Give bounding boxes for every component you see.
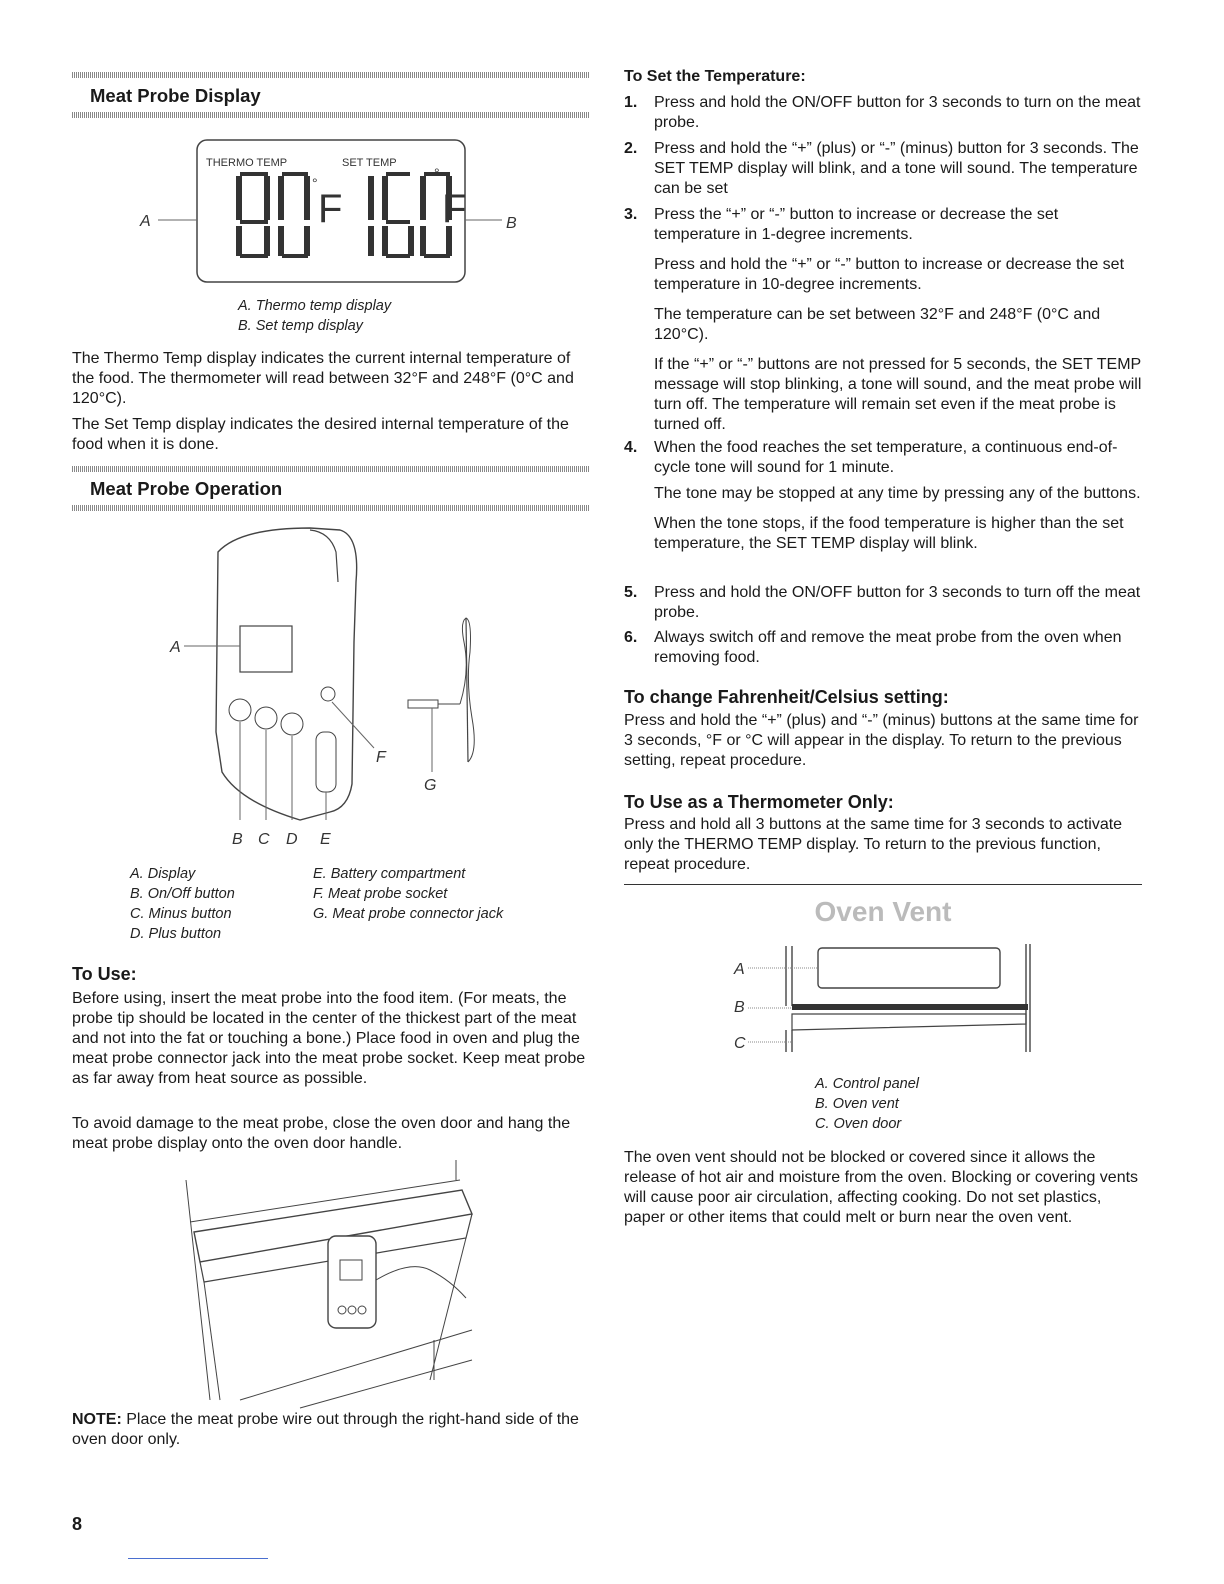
oven-vent-heading: Oven Vent bbox=[814, 896, 952, 927]
meat-probe-display-heading: Meat Probe Display bbox=[90, 85, 261, 106]
footer-rule bbox=[128, 1558, 268, 1559]
oven-vent-captions: A. Control panel B. Oven vent C. Oven door bbox=[815, 1076, 919, 1132]
svg-text:E: E bbox=[320, 831, 331, 848]
step-6: 6. Always switch off and remove the meat probe from the oven when removing food. bbox=[624, 629, 1122, 666]
oven-door-handle-figure bbox=[180, 1160, 490, 1410]
step-4: 4. When the food reaches the set temperature, a continuous end-of-cycle tone will sound for 1 minute. The tone may be stopped at any time by pressing any of the buttons. When the tone stops, if the food temperature is higher than the set temperature, the SET TEMP display will blink. bbox=[624, 439, 1141, 552]
display-captions: A. Thermo temp display B. Set temp display bbox=[238, 298, 392, 334]
set-temp-label: SET TEMP bbox=[342, 157, 397, 169]
label-a: A bbox=[140, 213, 151, 230]
thermo-digits bbox=[236, 172, 310, 258]
step-1: 1. Press and hold the ON/OFF button for 3 seconds to turn on the meat probe. bbox=[624, 94, 1141, 131]
svg-text:G: G bbox=[424, 777, 437, 794]
meat-probe-device-figure bbox=[160, 522, 500, 862]
svg-text:°: ° bbox=[434, 165, 440, 181]
thermometer-only-text: Press and hold all 3 buttons at the same time for 3 seconds to activate only the THERMO TEMP display. To return to the previous function, repeat procedure. bbox=[624, 816, 1123, 873]
meat-probe-display-figure bbox=[130, 130, 530, 290]
svg-text:C: C bbox=[734, 1035, 746, 1052]
oven-vent-text: The oven vent should not be blocked or covered since it allows the release of hot air and moisture from the oven. Blocking or covering vents will cause poor air circulation, affecting cooking. Do not set plastics, paper or other items that could melt or burn near the oven vent. bbox=[624, 1149, 1139, 1226]
svg-text:B: B bbox=[734, 999, 745, 1016]
thermo-temp-label: THERMO TEMP bbox=[206, 157, 288, 169]
oven-vent-figure bbox=[730, 940, 1040, 1060]
fahrenheit-celsius-text: Press and hold the “+” (plus) and “-” (minus) buttons at the same time for 3 seconds, °F or °C will appear in the display. To return to the previous setting, repeat procedure. bbox=[624, 712, 1139, 769]
set-temp-paragraph: The Set Temp display indicates the desired internal temperature of the food when it is done. bbox=[72, 416, 569, 453]
svg-text:F: F bbox=[318, 187, 343, 231]
label-b: B bbox=[506, 215, 517, 232]
section-rule bbox=[624, 884, 1142, 885]
svg-text:A: A bbox=[734, 961, 745, 978]
svg-text:C: C bbox=[258, 831, 270, 848]
step-2: 2. Press and hold the “+” (plus) or “-” (minus) button for 3 seconds. The SET TEMP display will blink, and a tone will sound. The temperature can be set bbox=[624, 140, 1139, 197]
set-temperature-heading: To Set the Temperature: bbox=[624, 68, 806, 85]
page-number: 8 bbox=[72, 1514, 83, 1534]
svg-text:F: F bbox=[376, 749, 386, 766]
svg-text:D: D bbox=[286, 831, 298, 848]
fahrenheit-celsius-heading: To change Fahrenheit/Celsius setting: bbox=[624, 687, 949, 707]
rule-bottom bbox=[72, 505, 590, 511]
rule-bottom bbox=[72, 112, 590, 118]
probe-captions-left: A. Display B. On/Off button C. Minus button D. Plus button bbox=[130, 866, 235, 942]
svg-text:A: A bbox=[170, 639, 181, 656]
svg-text:°: ° bbox=[312, 175, 318, 191]
to-use-paragraph-2: To avoid damage to the meat probe, close the oven door and hang the meat probe display onto the oven door handle. bbox=[72, 1115, 571, 1152]
svg-text:B: B bbox=[232, 831, 243, 848]
probe-captions-right: E. Battery compartment F. Meat probe socket G. Meat probe connector jack bbox=[313, 866, 504, 922]
svg-text:F: F bbox=[442, 187, 467, 231]
to-use-paragraph-1: Before using, insert the meat probe into the food item. (For meats, the probe tip should be located in the center of the thickest part of the meat and not into the fat or touching a bone.) Place food in oven and plug the meat probe connector jack into the meat probe socket. Keep meat probe as far away from heat source as possible. bbox=[72, 990, 586, 1087]
note-paragraph: NOTE: Place the meat probe wire out through the right-hand side of the oven door only. bbox=[72, 1411, 579, 1448]
step-5: 5. Press and hold the ON/OFF button for 3 seconds to turn off the meat probe. bbox=[624, 584, 1141, 621]
to-use-heading: To Use: bbox=[72, 964, 137, 984]
thermo-temp-paragraph: The Thermo Temp display indicates the current internal temperature of the food. The thermometer will read between 32°F and 248°F (0°C and 120°C). bbox=[72, 350, 574, 407]
meat-probe-operation-heading: Meat Probe Operation bbox=[90, 478, 283, 499]
thermometer-only-heading: To Use as a Thermometer Only: bbox=[624, 792, 894, 812]
rule-top bbox=[72, 466, 590, 472]
set-digits bbox=[368, 172, 452, 258]
rule-top bbox=[72, 72, 590, 78]
step-3: 3. Press the “+” or “-” button to increase or decrease the set temperature in 1-degree increments. Press and hold the “+” or “-” button to increase or decrease the set temperature in 10-degree increments. The temperature can be set between 32°F and 248°F (0°C and 120°C). If the “+” or “-” buttons are not pressed for 5 seconds, the SET TEMP message will stop blinking, a tone will sound, and the meat probe will turn off. The temperature will remain set even if the meat probe is turned off. bbox=[624, 206, 1142, 433]
